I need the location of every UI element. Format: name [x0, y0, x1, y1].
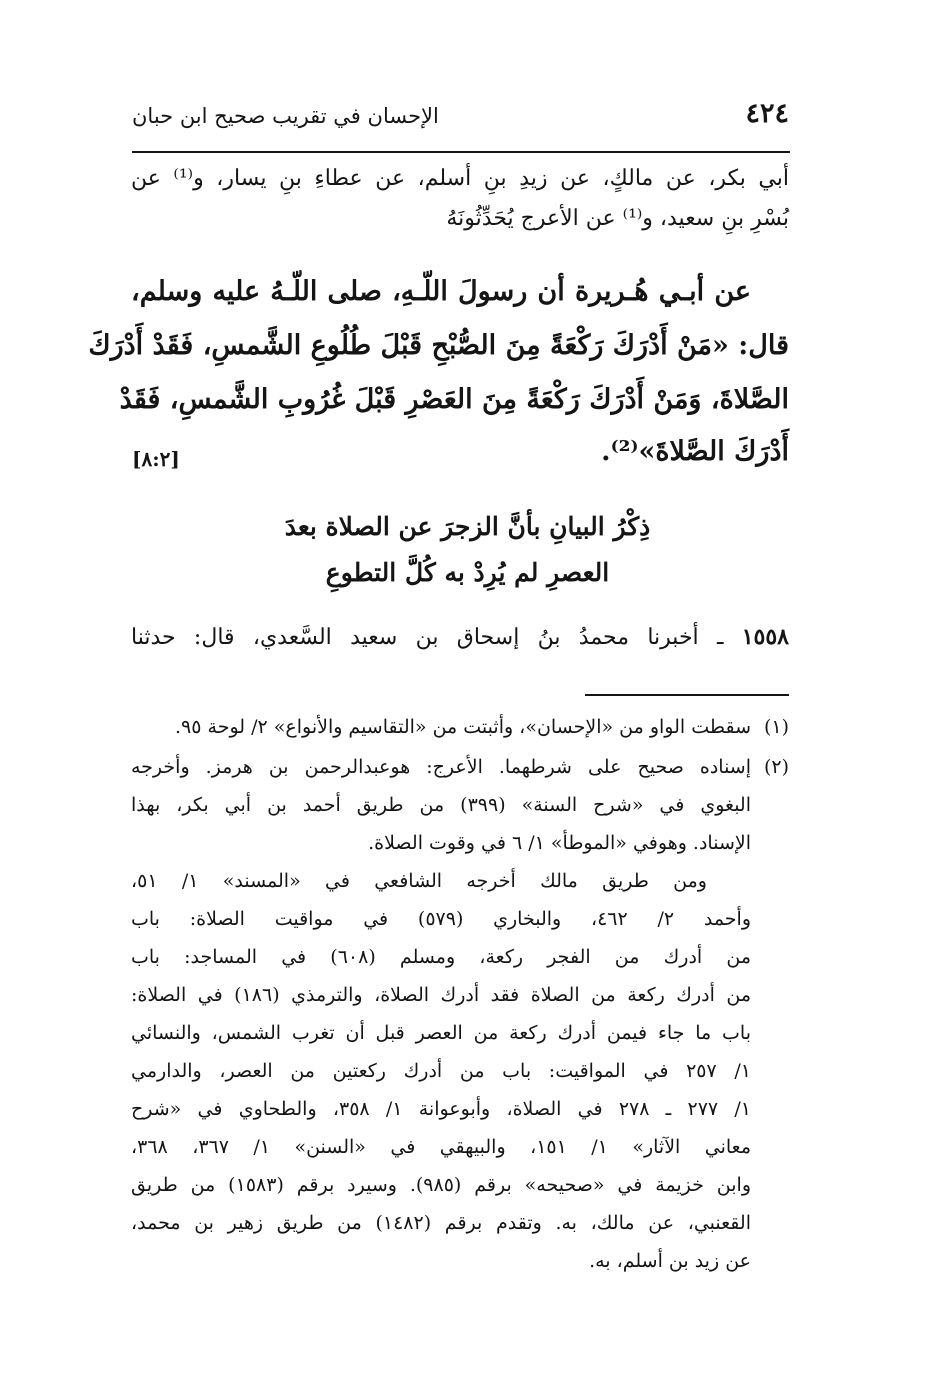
- isnad-line: أبي بكر، عن مالكٍ، عن زيدِ بنِ أسلم، عن عطاءِ بنِ يسار، و⁽¹⁾ عن: [131, 166, 789, 191]
- footnote-line: ومن طريق مالك أخرجه الشافعي في «المسند» ١/ ٥١،: [131, 870, 707, 892]
- hadith-number: ١٥٥٨: [741, 624, 789, 650]
- footnote-line: معاني الآثار» ١/ ١٥١، والبيهقي في «السنن» ١/ ٣٦٧، ٣٦٨،: [131, 1136, 752, 1158]
- footnote-marker: (١): [763, 716, 789, 738]
- page-number: ٤٢٤: [745, 98, 789, 129]
- footnote-line: البغوي في «شرح السنة» (٣٩٩) من طريق أحمد بن أبي بكر، بهذا: [131, 794, 751, 816]
- hadith-text: ـ أخبرنا محمدُ بنُ إسحاق بن سعيد السَّعدي، قال: حدثنا: [131, 625, 724, 650]
- matn-line: أَدْرَكَ الصَّلاةَ»⁽²⁾.: [601, 436, 789, 467]
- matn-line: قال: «مَنْ أَدْرَكَ رَكْعَةً مِنَ الصُّبْحِ قَبْلَ طُلُوعِ الشَّمسِ، فَقَدْ أَدْرَكَ: [88, 330, 789, 361]
- source-reference: [٨:٢]: [132, 447, 180, 471]
- header-rule: [132, 151, 790, 153]
- matn-line: الصَّلاةَ، وَمَنْ أَدْرَكَ رَكْعَةً مِنَ العَصْرِ قَبْلَ غُرُوبِ الشَّمسِ، فَقَدْ: [119, 384, 789, 415]
- footnote-rule: [585, 694, 789, 696]
- footnote-line: القعنبي، عن مالك، به. وتقدم برقم (١٤٨٢) من طريق زهير بن محمد،: [131, 1212, 751, 1234]
- chapter-heading-line: ذِكْرُ البيانِ بأنَّ الزجرَ عن الصلاة بعدَ: [284, 512, 651, 541]
- footnote-line: الإسناد. وهوفي «الموطأ» ١/ ٦ في وقوت الصلاة.: [368, 832, 751, 854]
- chapter-heading-line: العصرِ لم يُرِدْ به كُلَّ التطوعِ: [325, 558, 610, 587]
- footnote-text: سقطت الواو من «الإحسان»، وأثبتت من «التقاسيم والأنواع» ٢/ لوحة ٩٥.: [175, 716, 751, 738]
- footnote-line: ١/ ٢٥٧ في المواقيت: باب من أدرك ركعتين من العصر، والدارمي: [131, 1060, 751, 1082]
- footnote-line: إسناده صحيح على شرطهما. الأعرج: هوعبدالرحمن بن هرمز. وأخرجه: [131, 756, 751, 778]
- footnote-line: من أدرك ركعة من الصلاة فقد أدرك الصلاة، والترمذي (١٨٦) في الصلاة:: [131, 984, 751, 1006]
- isnad-line: بُسْرِ بنِ سعيد، و⁽¹⁾ عن الأعرج يُحَدِّثُونَهُ: [446, 206, 789, 231]
- footnote-line: عن زيد بن أسلم، به.: [589, 1250, 751, 1272]
- footnote-line: من أدرك من الفجر ركعة، ومسلم (٦٠٨) في المساجد: باب: [131, 946, 751, 968]
- hadith-opening: [131, 624, 789, 650]
- footnote-line: باب ما جاء فيمن أدرك ركعة من العصر قبل أن تغرب الشمس، والنسائي: [131, 1022, 751, 1044]
- matn-line: عن أبـي هُـريرة أن رسولَ اللّـهِ، صلى اللّـهُ عليه وسلم،: [131, 276, 751, 307]
- running-title: الإحسان في تقريب صحيح ابن حبان: [132, 104, 439, 128]
- footnote-marker: (٢): [763, 756, 789, 778]
- footnote-line: وابن خزيمة في «صحيحه» برقم (٩٨٥). وسيرد برقم (١٥٨٣) من طريق: [131, 1174, 751, 1196]
- footnote-line: وأحمد ٢/ ٤٦٢، والبخاري (٥٧٩) في مواقيت الصلاة: باب: [131, 908, 752, 930]
- footnote-line: ١/ ٢٧٧ ـ ٢٧٨ في الصلاة، وأبوعوانة ١/ ٣٥٨، والطحاوي في «شرح: [131, 1098, 751, 1120]
